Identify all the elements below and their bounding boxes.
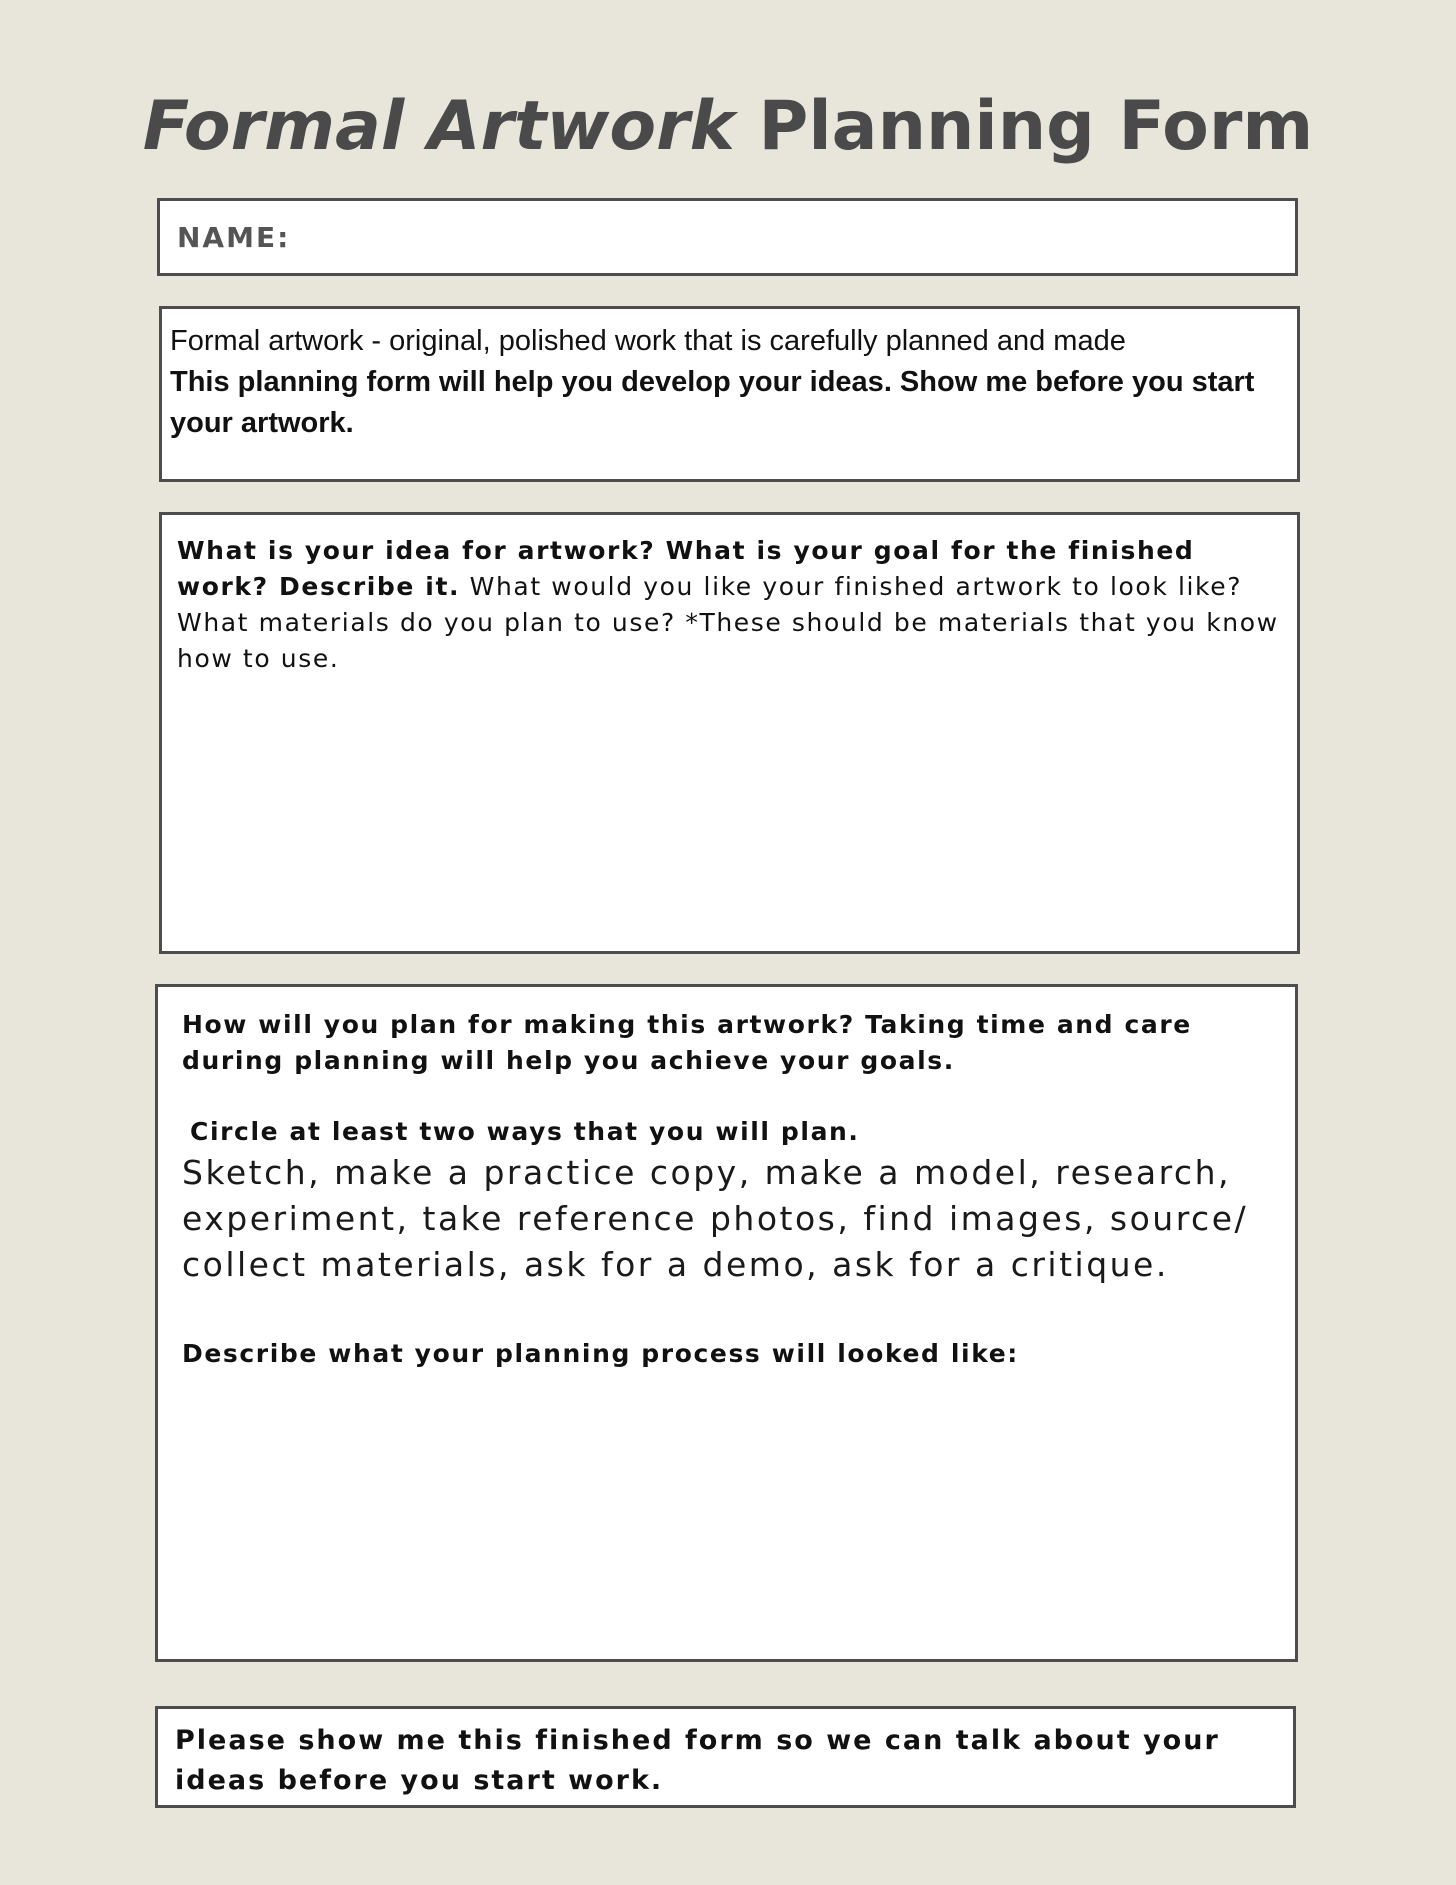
- name-label: NAME:: [177, 221, 291, 254]
- intro-definition: Formal artwork - original, polished work that is carefully planned and made: [170, 325, 1126, 357]
- idea-answer-box[interactable]: [159, 512, 1300, 954]
- plan-options-list: Sketch, make a practice copy, make a model, research, experiment, take reference photos, find images, source/ collect materials, ask for a demo, ask for a critique.: [182, 1153, 1249, 1284]
- footer-box: [155, 1706, 1296, 1808]
- idea-prompt-text: [177, 533, 1287, 677]
- plan-describe-prompt: Describe what your planning process will looked like:: [182, 1339, 1019, 1368]
- planning-answer-box[interactable]: [155, 984, 1298, 1662]
- plan-circle-instruction: Circle at least two ways that you will plan.: [190, 1117, 860, 1146]
- idea-question: What is your idea for artwork? What is your goal for the finished work? Describe it.: [177, 536, 1195, 601]
- name-field[interactable]: [157, 198, 1298, 276]
- page-title: [0, 82, 1456, 172]
- title-italic-part: Formal Artwork: [142, 87, 735, 166]
- plan-heading: How will you plan for making this artwork? Taking time and care during planning will help you achieve your goals.: [182, 1010, 1192, 1075]
- idea-prompt: What would you like your finished artwork to look like? What materials do you plan to use? *These should be materials that you know how to use.: [177, 572, 1279, 673]
- intro-box: [159, 306, 1300, 482]
- footer-text: Please show me this finished form so we can talk about your ideas before you start work.: [175, 1725, 1220, 1796]
- title-regular-part: Planning Form: [758, 87, 1314, 166]
- intro-instruction: This planning form will help you develop your ideas. Show me before you start your artwork.: [170, 366, 1255, 439]
- intro-text: [170, 321, 1295, 444]
